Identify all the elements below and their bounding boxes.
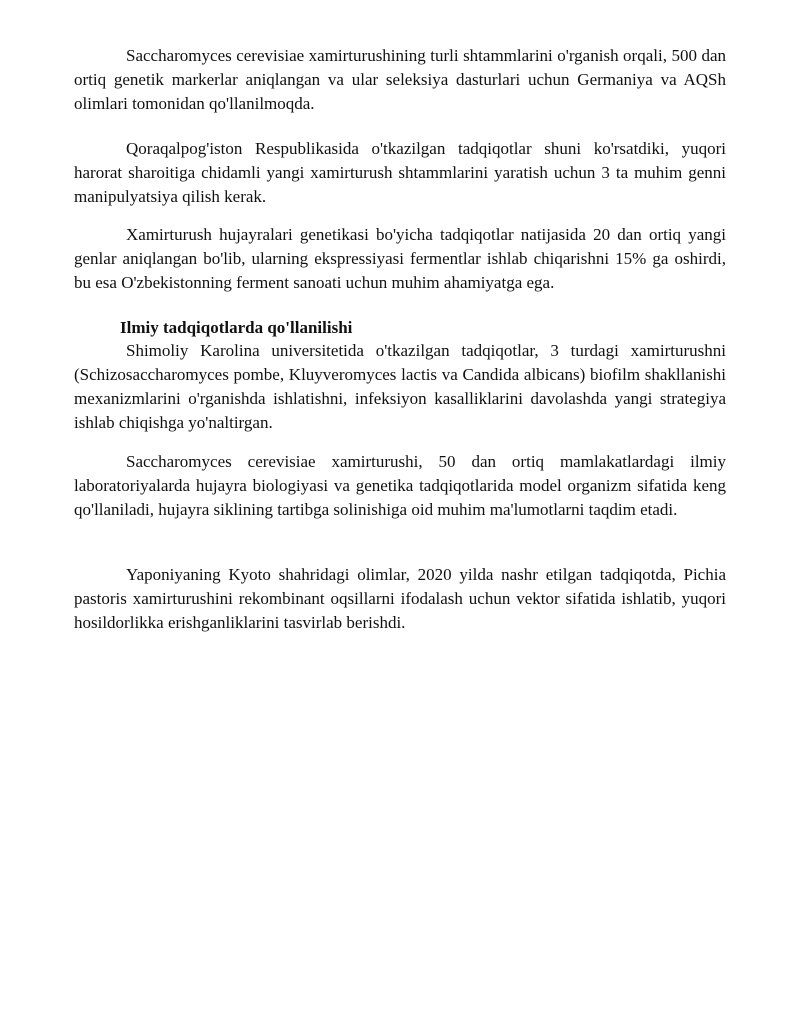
paragraph-model-organism: Saccharomyces cerevisiae xamirturushi, 50 dan ortiq mamlakatlardagi ilmiy laboratoriyalarda hujayra biologiyasi va genetika tadqiqotlarida model organizm sifatida keng qo'llaniladi, hujayra siklining tartibga solinishiga oid muhim ma'lumotlarni taqdim etadi. — [74, 452, 726, 519]
paragraph-north-carolina-research: Shimoliy Karolina universitetida o'tkazilgan tadqiqotlar, 3 turdagi xamirturushni (Schizosaccharomyces pombe, Kluyveromyces lactis va Candida albicans) biofilm shakllanishi mexanizmlarini o'rganishda ishlatishni, infeksiyon kasalliklarini davolashda yangi strategiya ishlab chiqishga yo'naltirgan. — [74, 341, 726, 432]
section-heading: Ilmiy tadqiqotlarda qo'llanilishi — [120, 318, 353, 337]
paragraph-kyoto-research: Yaponiyaning Kyoto shahridagi olimlar, 2020 yilda nashr etilgan tadqiqotda, Pichia pastoris xamirturushini rekombinant oqsillarni ifodalash uchun vektor sifatida ishlatib, yuqori hosildorlikka erishganliklarini tasvirlab berishdi. — [74, 565, 726, 632]
paragraph-yeast-genetics: Xamirturush hujayralari genetikasi bo'yicha tadqiqotlar natijasida 20 dan ortiq yangi genlar aniqlangan bo'lib, ularning ekspressiyasi fermentlar ishlab chiqarishni 15% ga oshirdi, bu esa O'zbekistonning ferment sanoati uchun muhim ahamiyatga ega. — [74, 225, 726, 292]
paragraph-genetic-markers: Saccharomyces cerevisiae xamirturushining turli shtammlarini o'rganish orqali, 500 dan ortiq genetik markerlar aniqlangan va ular seleksiya dasturlari uchun Germaniya va AQSh olimlari tomonidan qo'llanilmoqda. — [74, 46, 726, 113]
paragraph-karakalpakstan-research: Qoraqalpog'iston Respublikasida o'tkazilgan tadqiqotlar shuni ko'rsatdiki, yuqori harorat sharoitiga chidamli yangi xamirturush shtammlarini yaratish uchun 3 ta muhim genni manipulyatsiya qilish kerak. — [74, 139, 726, 206]
